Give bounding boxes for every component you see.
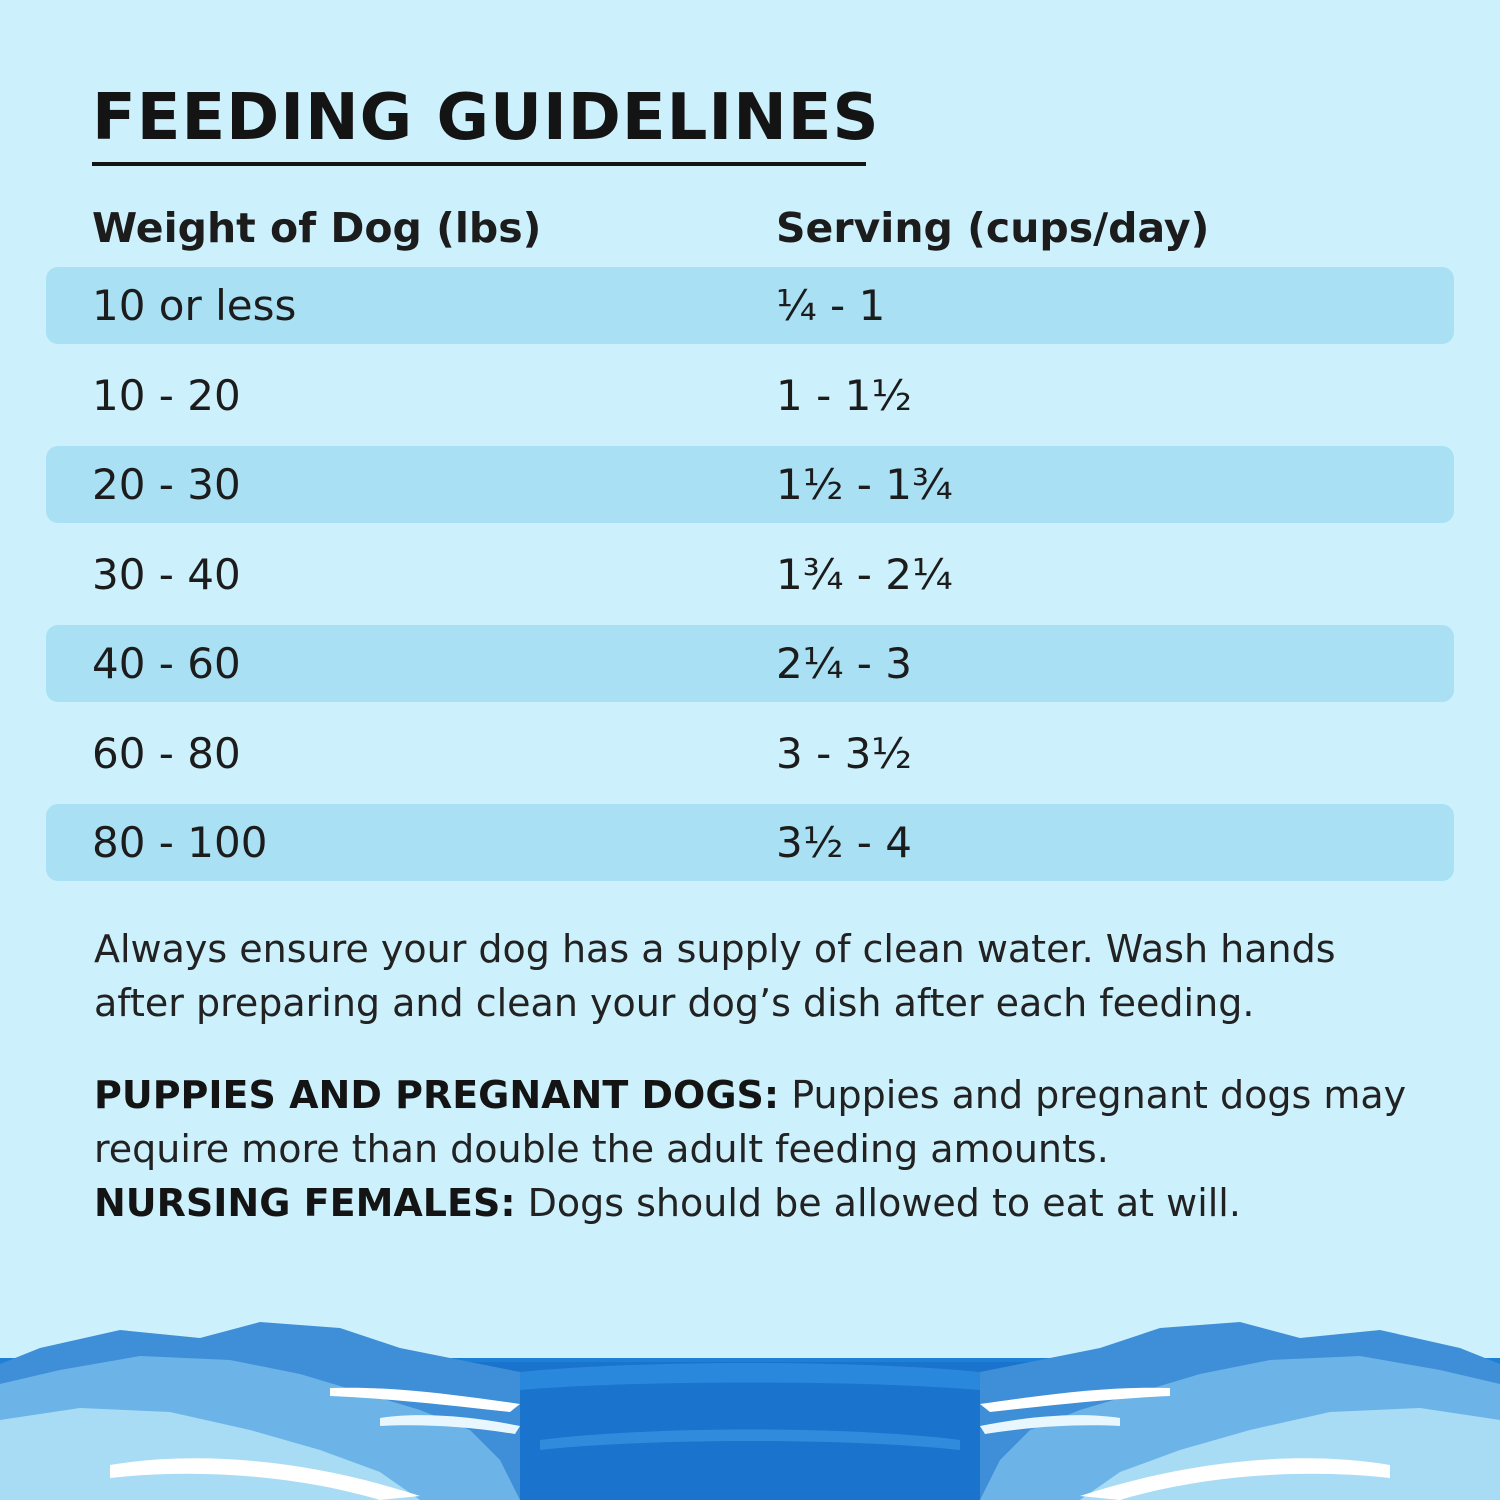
title-block (92, 82, 880, 166)
serving-cell: ¼ - 1 (776, 281, 886, 330)
serving-cell: 3 - 3½ (776, 728, 913, 778)
table-row (46, 536, 1454, 613)
page-title: FEEDING GUIDELINES (92, 81, 880, 155)
table-row (46, 804, 1454, 881)
serving-cell: 2¼ - 3 (776, 639, 913, 688)
serving-cell: 1½ - 1¾ (776, 460, 953, 509)
puppies-text: Puppies and pregnant dogs may require more than double the adult feeding amounts. (94, 1073, 1407, 1171)
weight-cell: 80 - 100 (92, 818, 268, 867)
nursing-label: NURSING FEMALES: (94, 1181, 516, 1225)
table-row (46, 715, 1454, 792)
water-note: Always ensure your dog has a supply of clean water. Wash hands after preparing and clean your dog’s dish after each feeding. (94, 927, 1336, 1025)
puppies-label: PUPPIES AND PREGNANT DOGS: (94, 1073, 780, 1117)
weight-cell: 60 - 80 (92, 728, 241, 778)
nursing-text: Dogs should be allowed to eat at will. (515, 1181, 1241, 1225)
weight-cell: 40 - 60 (92, 639, 241, 688)
weight-cell: 30 - 40 (92, 549, 241, 599)
weight-cell: 20 - 30 (92, 460, 241, 509)
special-notes (94, 1068, 1424, 1230)
weight-cell: 10 or less (92, 281, 297, 330)
weight-cell: 10 - 20 (92, 370, 241, 420)
coastal-scene-illustration (0, 1300, 1500, 1500)
table-row (46, 267, 1454, 344)
table-row (46, 446, 1454, 523)
serving-cell: 3½ - 4 (776, 818, 913, 867)
table-row (46, 357, 1454, 434)
table-row (46, 625, 1454, 702)
serving-cell: 1 - 1½ (776, 370, 913, 420)
serving-cell: 1¾ - 2¼ (776, 549, 953, 599)
column-header-serving: Serving (cups/day) (776, 204, 1210, 252)
column-header-weight: Weight of Dog (lbs) (92, 204, 542, 252)
feeding-table (46, 267, 1454, 894)
title-underline (92, 162, 866, 166)
